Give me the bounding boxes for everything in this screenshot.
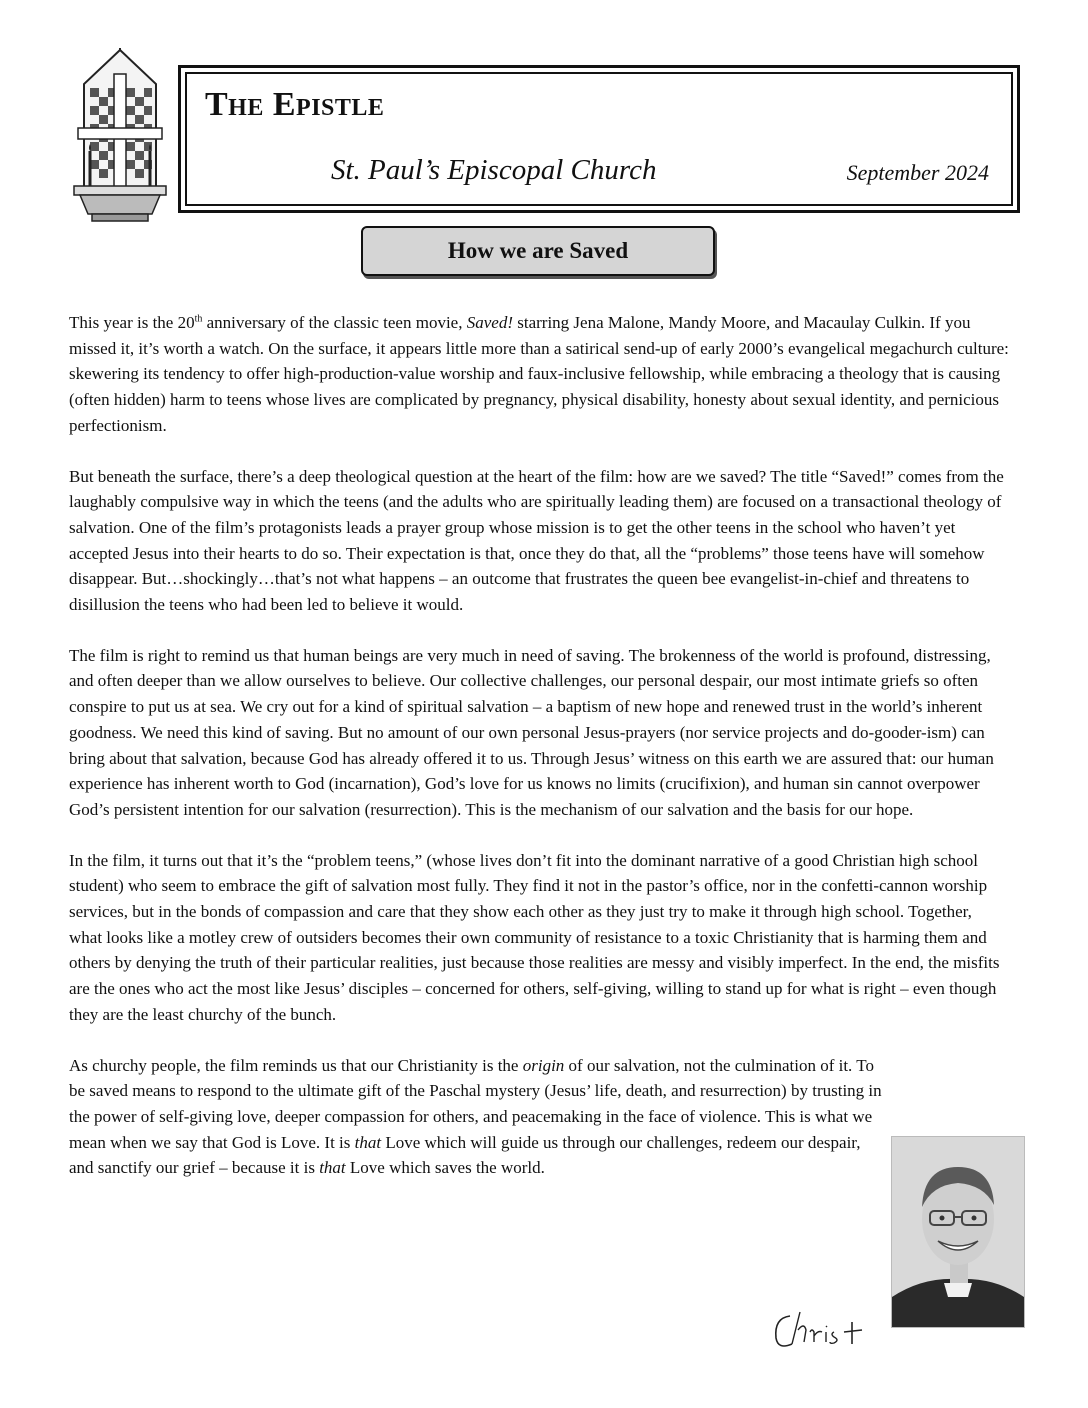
p1-text-c: starring Jena Malone, Mandy Moore, and Macaulay Culkin. If you missed it, it’s worth a watch. On the surface, it appears little more than a satirical send-up of early 2000’s evangelical megachurch culture: skewering its tendency to offer high-production-value worship and faux-inclusive fellowship, while embracing a theology that is causing (often hidden) harm to teens whose lives are complicated by pregnancy, physical disability, honesty about sexual identity, and pernicious perfectionism. xyxy=(69,313,1009,435)
author-signature xyxy=(770,1308,880,1358)
paragraph-4: In the film, it turns out that it’s the “problem teens,” (whose lives don’t fit into the dominant narrative of a good Christian high school student) who seem to embrace the gift of salvation most fully. They find it not in the pastor’s office, nor in the confetti-cannon worship services, but in the bonds of compassion and care that they show each other as they just try to make it through high school. Together, what looks like a motley crew of outsiders becomes their own community of resistance to a toxic Christianity that is harming them and others by denying the truth of their particular realities, just because those realities are messy and visibly imperfect. In the end, the misfits are the ones who act the most like Jesus’ disciples – concerned for others, self-giving, willing to stand up for what is right – even though they are the least churchy of the bunch. xyxy=(69,850,1000,1024)
paragraph-5 xyxy=(69,1053,887,1182)
article-heading: How we are Saved xyxy=(361,226,715,276)
paragraph-3: The film is right to remind us that human beings are very much in need of saving. The brokenness of the world is profound, distressing, and often deeper than we allow ourselves to believe. Our collective challenges, our personal despair, our most intimate griefs so often conspire to put us at sea. We cry out for a kind of spiritual salvation – a baptism of new hope and renewed trust in the world’s inherent goodness. We need this kind of saving. But no amount of our own personal Jesus-prayers (nor service projects and do-gooder-ism) can bring about that salvation, because God has already offered it to us. Through Jesus’ witness on this earth we are assured that: our human experience has inherent worth to God (incarnation), God’s love for us knows no limits (crucifixion), and human sin cannot overpower God’s persistent intention for our salvation (resurrection). This is the mechanism of our salvation and the basis for our hope. xyxy=(69,645,994,819)
author-photo xyxy=(891,1136,1025,1328)
article-body xyxy=(69,310,1009,1206)
author-portrait xyxy=(892,1137,1024,1327)
p1-text-a: This year is the 20 xyxy=(69,313,195,332)
p5-emphasis-2: that xyxy=(354,1132,382,1152)
p5-text-b: of our salvation, not the culmination of it. To be saved means to respond to the ultimate gift of the Paschal mystery (Jesus’ life, death, and resurrection) by trusting in the power of self-giving love, deeper compassion for others, and peacemaking in the face of violence. This is what we mean when we say that God is Love. It is xyxy=(69,1055,882,1152)
paragraph-1 xyxy=(69,310,1009,439)
p5-text-a: As churchy people, the film reminds us that our Christianity is the xyxy=(69,1055,523,1075)
p5-emphasis-3: that xyxy=(319,1158,346,1178)
masthead xyxy=(178,65,1020,213)
p5-text-c: Love which will guide us through our challenges, redeem our despair, and sanctify our grief – because it is xyxy=(69,1132,861,1178)
p1-text-b: anniversary of the classic teen movie, xyxy=(202,313,467,332)
p1-superscript: th xyxy=(194,313,203,325)
movie-title: Saved! xyxy=(466,313,513,332)
newsletter-title: The Epistle xyxy=(205,86,385,123)
paragraph-2: But beneath the surface, there’s a deep theological question at the heart of the film: how are we saved? The title “Saved!” comes from the laughably compulsive way in which the teens (and the adults who are spiritually leading them) are focused on a transactional theology of salvation. One of the film’s protagonists leads a prayer group whose mission is to get the other teens in the school who haven’t yet accepted Jesus into their hearts to do so. Their expectation is that, once they do that, all the “problems” those teens have will somehow disappear. But…shockingly…that’s not what happens – an outcome that frustrates the queen bee evangelist-in-chief and threatens to disillusion the teens who had been led to believe it would. xyxy=(69,466,1004,615)
issue-date: September 2024 xyxy=(846,160,989,185)
p5-emphasis-1: origin xyxy=(522,1055,565,1075)
church-name: St. Paul’s Episcopal Church xyxy=(331,154,657,186)
church-window-logo xyxy=(70,46,170,236)
p5-text-d: Love which saves the world. xyxy=(345,1158,545,1178)
